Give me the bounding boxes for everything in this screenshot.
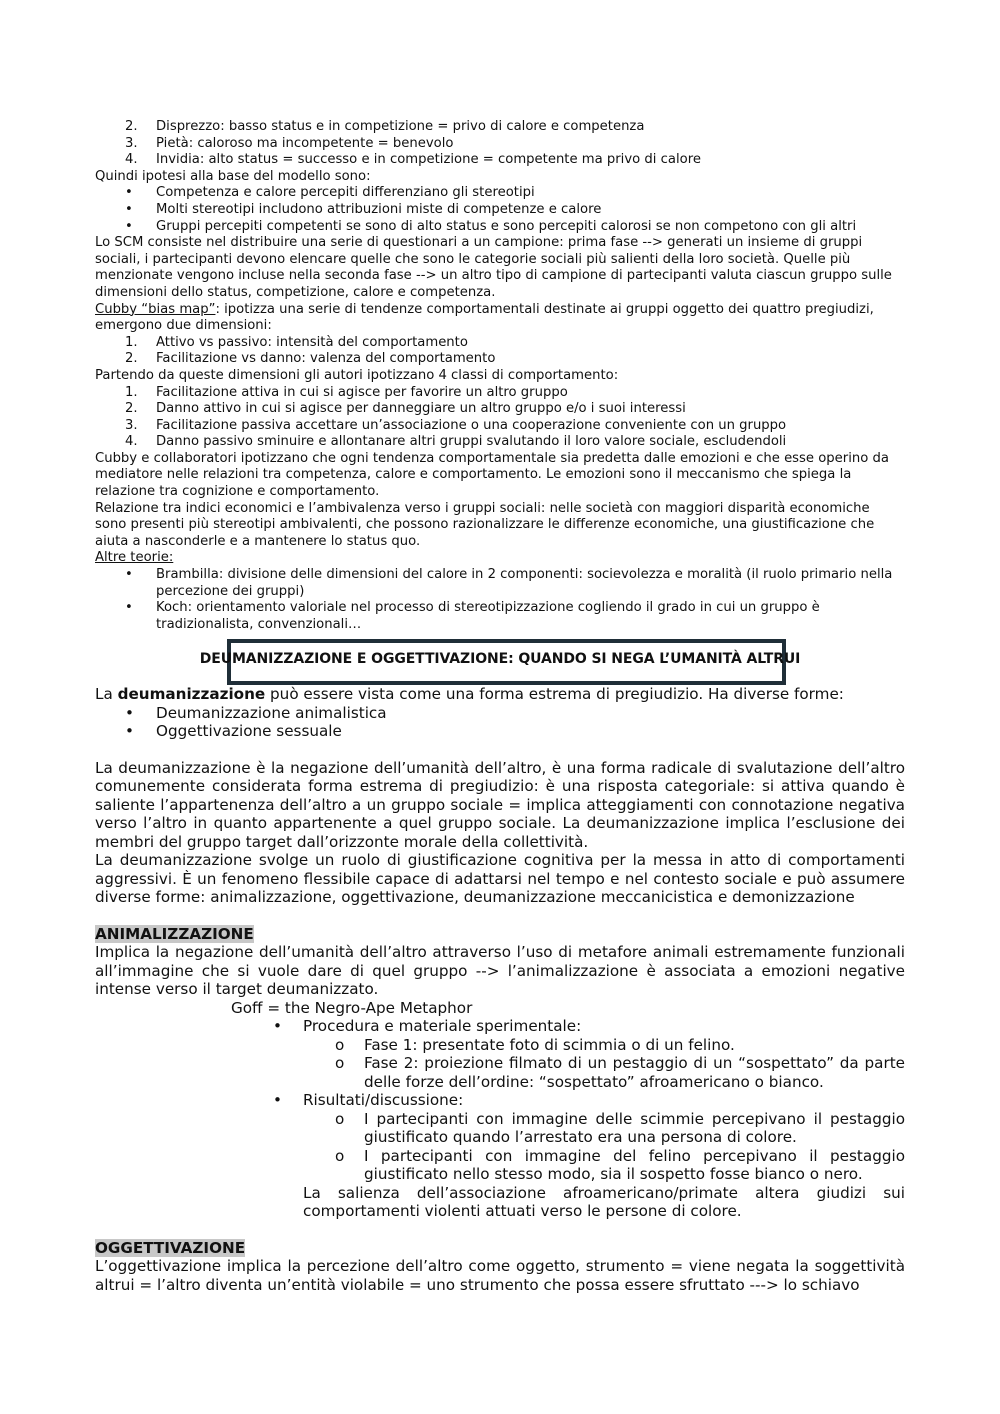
list-item-text: Danno passivo sminuire e allontanare altri gruppi svalutando il loro valore sociale, escludendoli (156, 434, 787, 450)
list-item-text: Competenza e calore percepiti differenziano gli stereotipi (156, 185, 535, 201)
bullet-icon: • (125, 201, 133, 217)
list-item-text: Invidia: alto status = successo e in competizione = competente ma privo di calore (156, 152, 701, 168)
other-theories-label: Altre teorie: (95, 550, 174, 566)
scm-section (95, 119, 905, 633)
list-number: 3. (125, 417, 138, 433)
theory-item (95, 600, 905, 633)
list-number: 1. (125, 334, 138, 350)
results-item (95, 1091, 905, 1110)
list-item-text: Risultati/discussione: (303, 1091, 464, 1109)
bullet-icon: • (125, 600, 133, 616)
bias-map-paragraph (95, 302, 905, 335)
section-heading: ANIMALIZZAZIONE (95, 924, 254, 943)
dimension-item (95, 351, 905, 368)
cubby-paragraph: Cubby e collaboratori ipotizzano che ogni tendenza comportamentale sia predetta dalle emozioni e che esse operino da mediatore nelle relazioni tra competenza, calore e comportamento. Le emozioni sono il meccanismo che spiega la relazione tra cognizione e comportamento. (95, 450, 889, 500)
class-item (95, 434, 905, 451)
dimension-item (95, 335, 905, 352)
deumanization-paragraph: La deumanizzazione è la negazione dell’umanità dell’altro, è una forma radicale di svalutazione dell’altro comunemente considerata forma estrema di pregiudizio: è una risposta categoriale: si attiva quando è saliente l’appartenenza dell’altro a un gruppo sociale = implica atteggiamenti con connotazione negativa verso l’altro in quanto appartenente a quel gruppo sociale. La deumanizzazione implica l’esclusione dei membri del gruppo target dall’orizzonte morale della collettività. (95, 758, 905, 851)
intro-keyword: deumanizzazione (117, 685, 266, 703)
deumanization-section (95, 685, 905, 1294)
bullet-icon: • (273, 1017, 282, 1035)
bullet-icon: • (125, 185, 133, 201)
intro-prefix: La (95, 685, 118, 703)
list-item-text: Koch: orientamento valoriale nel processo di stereotipizzazione cogliendo il grado in cui un gruppo è tradizionalista, convenzionali… (156, 600, 820, 632)
list-item-text: Fase 1: presentate foto di scimmia o di un felino. (364, 1035, 735, 1054)
class-item (95, 385, 905, 402)
list-item-text: Danno attivo in cui si agisce per danneggiare un altro gruppo e/o i suoi interessi (156, 401, 686, 417)
list-item-text: Procedura e materiale sperimentale: (303, 1017, 582, 1035)
sub-bullet-icon: o (335, 1054, 345, 1072)
hypotheses-intro: Quindi ipotesi alla base del modello sono: (95, 168, 371, 184)
obj-paragraph: L’oggettivazione implica la percezione dell’altro come oggetto, strumento = viene negata la soggettività altrui = l’altro diventa un’entità violabile = uno strumento che possa essere sfruttato ---> lo schiavo (95, 1257, 905, 1294)
classes-intro: Partendo da queste dimensioni gli autori ipotizzano 4 classi di comportamento: (95, 367, 619, 383)
section-heading: OGGETTIVAZIONE (95, 1238, 246, 1257)
deumanization-paragraph: La deumanizzazione svolge un ruolo di giustificazione cognitiva per la messa in atto di comportamenti aggressivi. È un fenomeno flessibile capace di adattarsi nel tempo e nel contesto sociale e può assumere diverse forme: animalizzazione, oggettivazione, deumanizzazione meccanicistica e demonizzazione (95, 851, 905, 906)
list-item-text: Facilitazione passiva accettare un’associazione o una cooperazione conveniente con un gruppo (156, 417, 787, 433)
procedure-subitem (95, 1036, 905, 1055)
hypothesis-item (95, 219, 905, 236)
intro-suffix: può essere vista come una forma estrema di pregiudizio. Ha diverse forme: (265, 685, 844, 703)
list-item-text: Pietà: caloroso ma incompetente = benevolo (156, 135, 454, 151)
list-item-text: Deumanizzazione animalistica (156, 703, 387, 722)
bullet-icon: • (273, 1091, 282, 1109)
sub-bullet-icon: o (335, 1146, 345, 1165)
theory-item (95, 567, 905, 600)
economic-paragraph: Relazione tra indici economici e l’ambivalenza verso i gruppi sociali: nelle società con maggiori disparità economiche sono presenti più stereotipi ambivalenti, che possono razionalizzare le differenze economiche, una giustificazione che aiuta a nasconderle e a mantenere lo status quo. (95, 500, 875, 549)
bias-map-label: Cubby “bias map” (95, 301, 216, 317)
list-number: 2. (125, 119, 138, 134)
intro-paragraph (95, 685, 905, 704)
bias-map-text: : ipotizza una serie di tendenze comportamentali destinate ai gruppi oggetto dei quattro pregiudizi, emergono due dimensioni: (95, 301, 874, 334)
list-item-text: Molti stereotipi includono attribuzioni miste di competenze e calore (156, 201, 602, 217)
hypothesis-item (95, 202, 905, 219)
animal-paragraph: Implica la negazione dell’umanità dell’altro attraverso l’uso di metafore animali estremamente funzionali all’immagine che si vuole dare di quel gruppo --> l’animalizzazione è associata a emozioni negative intense verso il target deumanizzato. (95, 943, 905, 998)
list-item-text: Disprezzo: basso status e in competizione = privo di calore e competenza (156, 119, 645, 134)
sub-bullet-icon: o (335, 1109, 345, 1128)
list-item-text: Attivo vs passivo: intensità del comportamento (156, 334, 468, 350)
goff-title: Goff = the Negro-Ape Metaphor (231, 998, 473, 1017)
form-item (95, 722, 905, 741)
list-number: 3. (125, 135, 138, 151)
scm-type-item (95, 119, 905, 136)
scm-type-item (95, 152, 905, 169)
list-item-text: Facilitazione attiva in cui si agisce per favorire un altro gruppo (156, 384, 568, 400)
sub-bullet-icon: o (335, 1035, 345, 1054)
procedure-item (95, 1017, 905, 1036)
list-number: 1. (125, 384, 138, 400)
chapter-heading (0, 639, 1000, 683)
bullet-icon: • (125, 722, 134, 740)
list-item-text: Facilitazione vs danno: valenza del comportamento (156, 351, 496, 367)
class-item (95, 401, 905, 418)
animal-heading-row (95, 925, 905, 944)
form-item (95, 704, 905, 723)
list-item-text: I partecipanti con immagine delle scimmie percepivano il pestaggio giustificato quando l’arrestato era una persona di colore. (364, 1109, 905, 1146)
list-item-text: Gruppi percepiti competenti se sono di alto status e sono percepiti calorosi se non competono con gli altri (156, 218, 857, 234)
class-item (95, 418, 905, 435)
bullet-icon: • (125, 567, 133, 583)
list-item-text: Oggettivazione sessuale (156, 722, 342, 740)
chapter-title: DEUMANIZZAZIONE E OGGETTIVAZIONE: QUANDO SI NEGA L’UMANITÀ ALTRUI (199, 651, 801, 667)
obj-heading-row (95, 1239, 905, 1258)
list-number: 4. (125, 152, 138, 168)
scm-paragraph: Lo SCM consiste nel distribuire una serie di questionari a un campione: prima fase --> generati un insieme di gruppi sociali, i partecipanti devono elencare quelle che sono le categorie sociali più salienti della loro società. Quelle più menzionate vengono incluse nella seconda fase --> un altro tipo di campione di partecipanti valuta ciascun gruppo sulle dimensioni dello status, competizione, calore e competenza. (95, 235, 892, 300)
bullet-icon: • (125, 703, 134, 722)
hypothesis-item (95, 185, 905, 202)
list-number: 2. (125, 351, 138, 367)
list-item-text: I partecipanti con immagine del felino percepivano il pestaggio giustificato nello stesso modo, sia il sospetto fosse bianco o nero. (364, 1146, 905, 1183)
bullet-icon: • (125, 218, 133, 234)
list-item-text: Fase 2: proiezione filmato di un pestaggio di un “sospettato” da parte delle forze dell’ordine: “sospettato” afroamericano o bianco. (364, 1054, 905, 1091)
list-number: 2. (125, 401, 138, 417)
scm-type-item (95, 136, 905, 153)
results-subitem (95, 1110, 905, 1147)
list-item-text: Brambilla: divisione delle dimensioni del calore in 2 componenti: socievolezza e moralità (il ruolo primario nella percezione dei gruppi) (156, 567, 893, 599)
procedure-subitem (95, 1054, 905, 1091)
results-subitem (95, 1147, 905, 1184)
results-conclusion: La salienza dell’associazione afroamericano/primate altera giudizi sui comportamenti violenti attuati verso le persone di colore. (303, 1183, 905, 1220)
list-number: 4. (125, 434, 138, 450)
